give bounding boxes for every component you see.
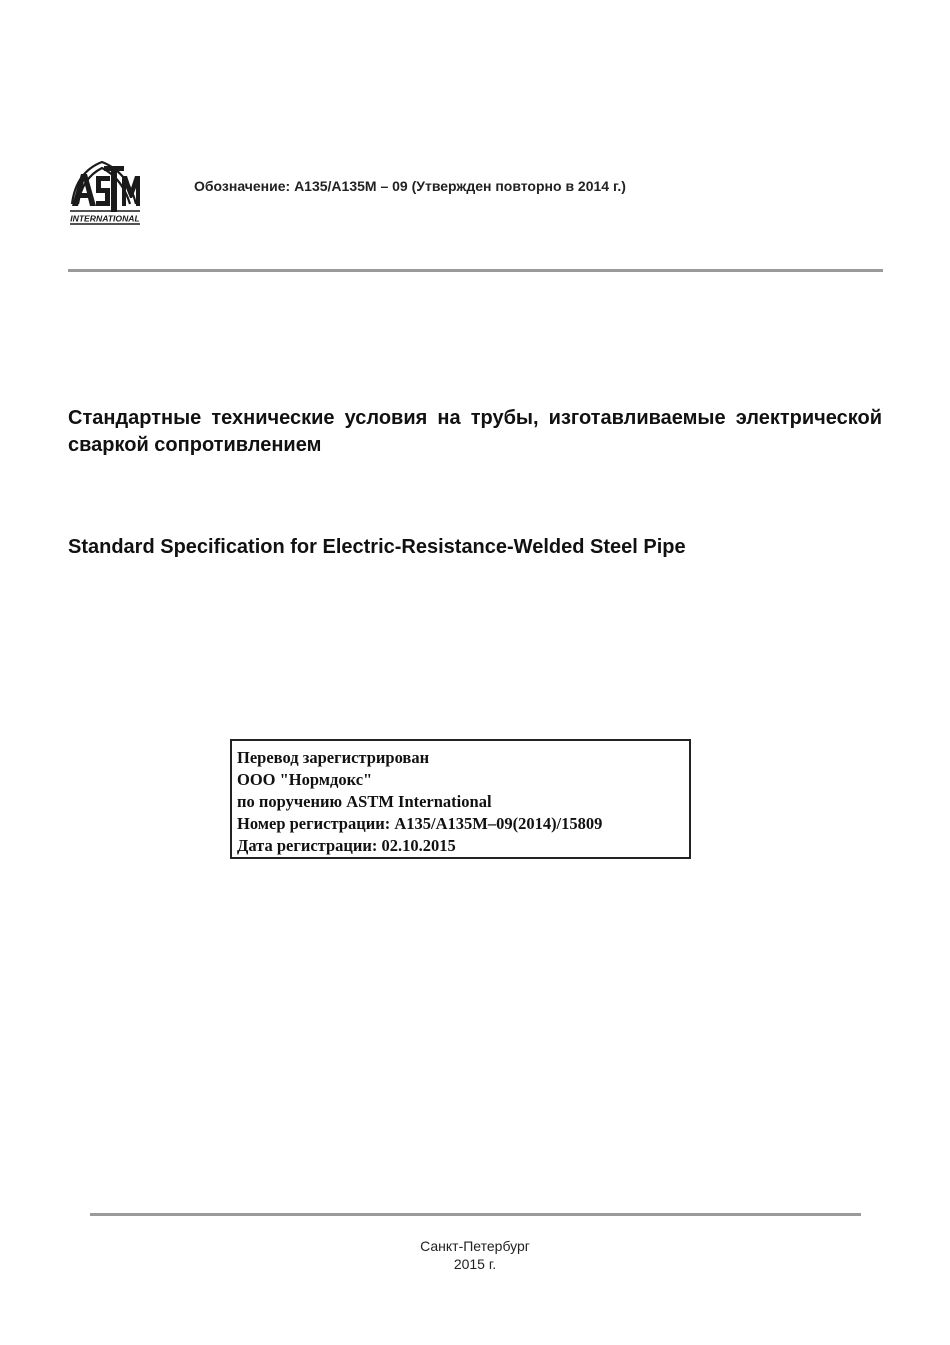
document-designation: Обозначение: A135/A135M – 09 (Утвержден повторно в 2014 г.)	[194, 178, 626, 194]
footer	[0, 1237, 950, 1273]
registration-date: Дата регистрации: 02.10.2015	[237, 836, 456, 855]
registration-box	[230, 739, 691, 859]
footer-year: 2015 г.	[453, 1256, 497, 1272]
registration-line: ООО "Нормдокс"	[237, 770, 373, 789]
astm-logo-icon	[66, 158, 144, 228]
registration-line: по поручению ASTM International	[237, 792, 492, 811]
footer-city: Санкт-Петербург	[420, 1238, 530, 1254]
registration-line: Перевод зарегистрирован	[237, 748, 430, 767]
title-english: Standard Specification for Electric-Resistance-Welded Steel Pipe	[68, 536, 686, 558]
footer-divider	[90, 1213, 861, 1216]
astm-logo	[66, 158, 144, 228]
title-russian: Стандартные технические условия на трубы, изготавливаемые электрической сваркой сопротивлением	[68, 407, 882, 456]
registration-number: Номер регистрации: A135/A135M–09(2014)/15809	[237, 814, 603, 833]
header-divider	[68, 269, 883, 272]
logo-subtext: INTERNATIONAL	[70, 213, 140, 224]
